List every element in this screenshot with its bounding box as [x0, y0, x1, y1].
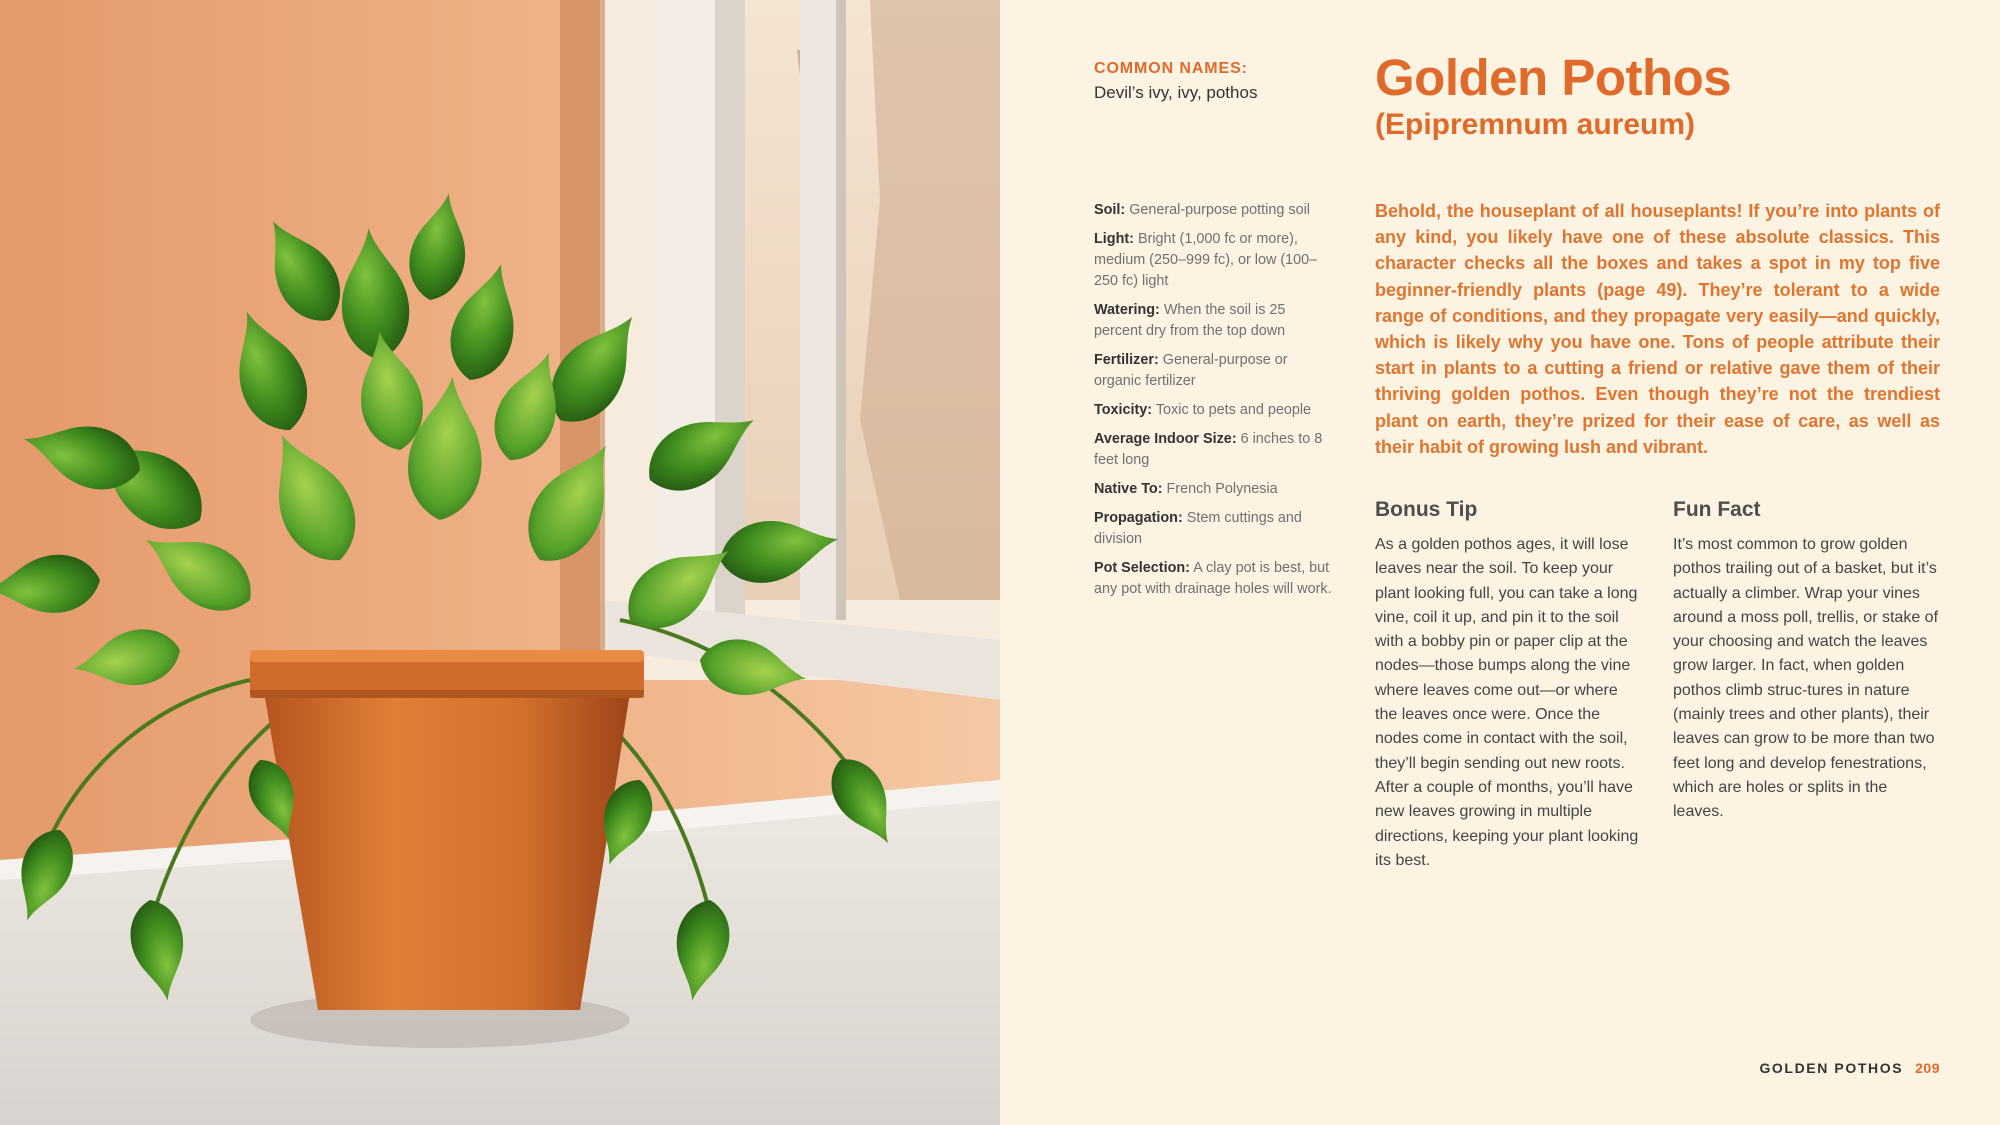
- spec-label: Propagation:: [1094, 510, 1183, 526]
- spec-value: Bright (1,000 fc or more), medium (250–999 fc), or low (100–250 fc) light: [1094, 231, 1318, 289]
- common-names-value: Devil’s ivy, ivy, pothos: [1094, 83, 1258, 102]
- plant-scientific-name: (Epipremnum aureum): [1375, 108, 1696, 141]
- spec-value: Stem cuttings and division: [1094, 510, 1302, 547]
- page-number: 209: [1915, 1060, 1940, 1076]
- bonus-tip-section: [1375, 498, 1643, 873]
- spec-value: 6 inches to 8 feet long: [1094, 431, 1323, 468]
- fun-fact-body: It’s most common to grow golden pothos trailing out of a basket, but it’s actually a climber. Wrap your vines around a moss poll, trellis, or stake of your choosing and watch the leaves grow larger. In fact, when golden pothos climb struc-tures in nature (mainly trees and other plants), their leaves can grow to be more than two feet long and develop fenestrations, which are holes or splits in the leaves.: [1673, 536, 1939, 821]
- intro-paragraph: Behold, the houseplant of all houseplants! If you’re into plants of any kind, you likely have one of these absolute classics. This character checks all the boxes and takes a spot in my top five beginner-friendly plants (page 49). They’re tolerant to a wide range of conditions, and they propagate very easily—and quickly, which is likely why you have one. Tons of people attribute their start in plants to a cutting a friend or relative gave them of their thriving golden pothos. Even though they’re not the trendiest plant on earth, they’re prized for their ease of care, as well as their habit of growing lush and vibrant.: [1375, 201, 1940, 457]
- spec-value: General-purpose or organic fertilizer: [1094, 352, 1288, 389]
- spec-label: Pot Selection:: [1094, 560, 1190, 576]
- fun-fact-heading: Fun Fact: [1673, 498, 1761, 521]
- spec-watering: [1094, 300, 1334, 342]
- spec-label: Light:: [1094, 231, 1134, 247]
- page-footer: [1759, 1060, 1940, 1076]
- care-specs-list: [1094, 200, 1334, 608]
- spec-label: Native To:: [1094, 481, 1163, 497]
- bonus-tip-body: As a golden pothos ages, it will lose leaves near the soil. To keep your plant looking full, you can take a long vine, coil it up, and pin it to the soil with a bobby pin or paper clip at the nodes—those bumps along the vine where leaves come out—or where the leaves once were. Once the nodes come in contact with the soil, they’ll begin sending out new roots. After a couple of months, you’ll have new leaves growing in multiple directions, keeping your plant looking its best.: [1375, 536, 1639, 869]
- spec-label: Fertilizer:: [1094, 352, 1159, 368]
- spec-label: Toxicity:: [1094, 402, 1153, 418]
- common-names-label: COMMON NAMES:: [1094, 60, 1248, 77]
- spec-light: [1094, 229, 1334, 292]
- spec-pot-selection: [1094, 558, 1334, 600]
- spec-label: Soil:: [1094, 202, 1126, 218]
- spec-average-indoor-size: [1094, 429, 1334, 471]
- spec-toxicity: [1094, 400, 1334, 421]
- spec-value: Toxic to pets and people: [1155, 402, 1312, 418]
- spec-value: General-purpose potting soil: [1129, 202, 1310, 218]
- running-footer-title: GOLDEN POTHOS: [1759, 1060, 1904, 1076]
- spec-label: Watering:: [1094, 302, 1160, 318]
- spec-label: Average Indoor Size:: [1094, 431, 1237, 447]
- plant-title: Golden Pothos: [1375, 49, 1732, 106]
- spec-value: When the soil is 25 percent dry from the top down: [1094, 302, 1286, 339]
- spec-value: A clay pot is best, but any pot with drainage holes will work.: [1094, 560, 1332, 597]
- spec-fertilizer: [1094, 350, 1334, 392]
- spec-native-to: [1094, 479, 1334, 500]
- spec-propagation: [1094, 508, 1334, 550]
- bonus-tip-heading: Bonus Tip: [1375, 498, 1478, 521]
- spec-value: French Polynesia: [1166, 481, 1278, 497]
- spec-soil: [1094, 200, 1334, 221]
- book-page: [1000, 0, 2000, 1125]
- fun-fact-section: [1673, 498, 1941, 825]
